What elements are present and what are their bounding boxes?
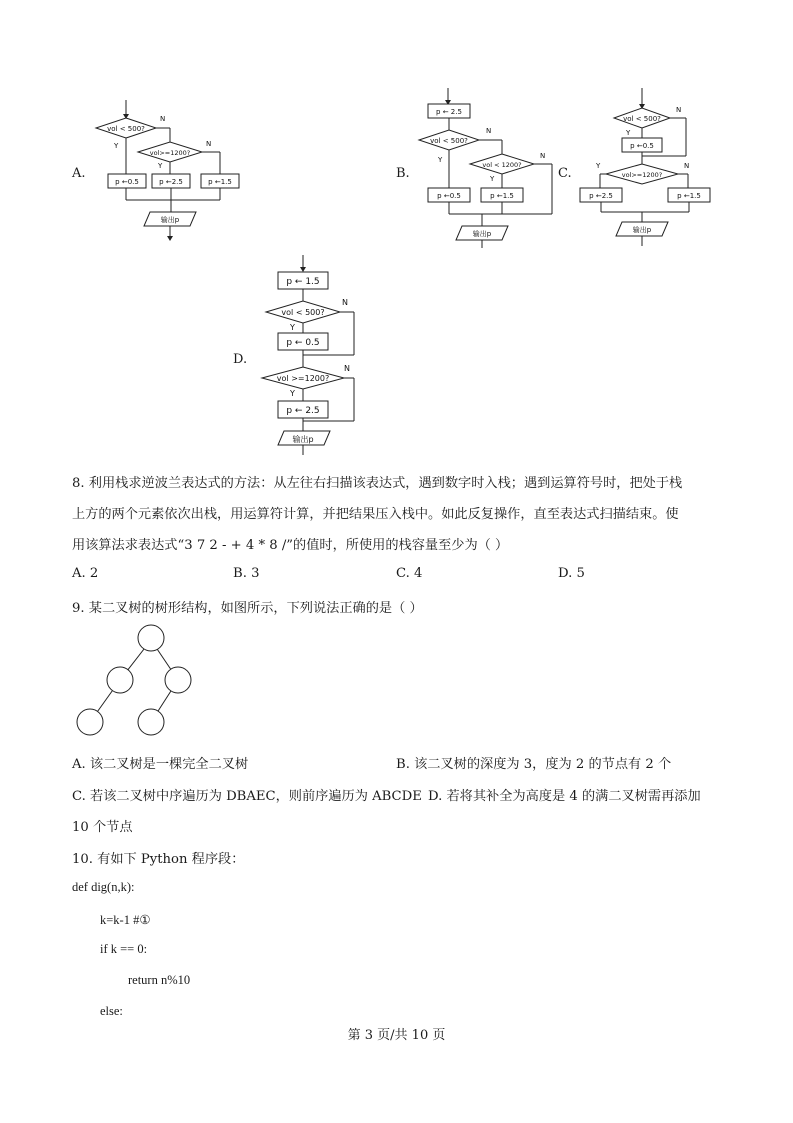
q10-stem: 10. 有如下 Python 程序段：	[72, 852, 245, 867]
svg-text:N: N	[160, 115, 166, 123]
flowchart-b-cond2: vol < 1200?	[482, 161, 522, 169]
flowchart-c-assign2: p ←1.5	[677, 192, 701, 200]
q9-option-d[interactable]: D. 若将其补全为高度是 4 的满二叉树需再添加	[428, 789, 701, 804]
flowchart-a-cond1: vol < 500?	[107, 125, 145, 133]
q9-option-b[interactable]: B. 该二叉树的深度为 3，度为 2 的节点有 2 个	[396, 757, 672, 772]
flowchart-d-output: 输出p	[292, 435, 314, 444]
tree-node	[165, 667, 191, 693]
flowchart-c-cond1: vol < 500?	[623, 115, 661, 123]
q8-option-d[interactable]: D. 5	[558, 566, 585, 581]
flowchart-b-init: p ← 2.5	[436, 108, 462, 116]
code-line-else: else:	[100, 1004, 123, 1018]
flowchart-c	[576, 88, 726, 248]
svg-text:N: N	[344, 364, 350, 373]
flowchart-a-assign2: p ←2.5	[159, 178, 183, 186]
binary-tree-diagram	[74, 622, 204, 742]
q8-option-c[interactable]: C. 4	[396, 566, 423, 581]
page-footer: 第 3 页/共 10 页	[347, 1028, 446, 1043]
flowchart-c-assign1: p ←2.5	[589, 192, 613, 200]
svg-text:N: N	[206, 140, 212, 148]
flowchart-c-cond2: vol>=1200?	[621, 171, 663, 179]
svg-text:Y: Y	[438, 156, 443, 164]
code-line-return: return n%10	[128, 973, 191, 987]
flowchart-b-cond1: vol < 500?	[430, 137, 468, 145]
flowchart-c-output: 输出p	[632, 226, 652, 234]
option-c-label: C.	[558, 166, 572, 181]
flowchart-a-assign1: p ←0.5	[115, 178, 139, 186]
q8-text-line3: 用该算法求表达式“3 7 2 - + 4 * 8 /”的值时，所使用的栈容量至少为（ ）	[72, 538, 509, 553]
flowchart-d-cond2: vol >=1200?	[276, 374, 330, 383]
q8-text-line2: 上方的两个元素依次出栈，用运算符计算，并把结果压入栈中。如此反复操作，直至表达式扫描结束。使	[72, 507, 679, 522]
svg-text:Y: Y	[490, 175, 495, 183]
flowchart-a-assign3: p ←1.5	[208, 178, 232, 186]
flowchart-d	[262, 255, 372, 455]
flowchart-b-assign2: p ←1.5	[490, 192, 514, 200]
flowchart-a	[88, 98, 268, 248]
q9-stem: 9. 某二叉树的树形结构，如图所示，下列说法正确的是（ ）	[72, 601, 423, 616]
svg-text:N: N	[342, 298, 348, 307]
flowchart-b-assign1: p ←0.5	[437, 192, 461, 200]
svg-text:N: N	[486, 127, 492, 135]
q8-option-b[interactable]: B. 3	[233, 566, 260, 581]
svg-text:N: N	[676, 106, 682, 114]
option-d-label: D.	[233, 352, 248, 367]
option-a-label: A.	[72, 166, 86, 181]
tree-node	[107, 667, 133, 693]
svg-text:Y: Y	[596, 162, 601, 170]
flowchart-d-assign2: p ← 2.5	[286, 406, 320, 416]
flowchart-d-cond1: vol < 500?	[281, 308, 325, 317]
svg-text:Y: Y	[290, 323, 295, 332]
q8-text-line1: 8. 利用栈求逆波兰表达式的方法：从左往右扫描该表达式，遇到数字时入栈；遇到运算符号时，把处于栈	[72, 476, 683, 491]
flowchart-b-output: 输出p	[472, 230, 492, 238]
flowchart-c-assign0: p ←0.5	[630, 142, 654, 150]
q9-option-c[interactable]: C. 若该二叉树中序遍历为 DBAEC，则前序遍历为 ABCDE	[72, 789, 422, 804]
tree-node-root	[138, 625, 164, 651]
tree-node	[138, 709, 164, 735]
code-line-def: def dig(n,k):	[72, 880, 135, 894]
svg-text:Y: Y	[290, 389, 295, 398]
svg-text:Y: Y	[626, 129, 631, 137]
flowchart-a-cond2: vol>=1200?	[149, 149, 191, 157]
svg-text:N: N	[684, 162, 690, 170]
flowchart-a-output: 输出p	[160, 216, 180, 224]
q9-option-a[interactable]: A. 该二叉树是一棵完全二叉树	[72, 757, 249, 772]
q8-option-a[interactable]: A. 2	[72, 566, 99, 581]
flowchart-d-assign1: p ← 0.5	[286, 338, 320, 348]
code-line-assign: k=k-1 #①	[100, 913, 151, 927]
svg-text:Y: Y	[114, 142, 119, 150]
svg-text:Y: Y	[158, 162, 163, 170]
option-b-label: B.	[396, 166, 410, 181]
flowchart-d-init: p ← 1.5	[286, 277, 320, 287]
svg-text:N: N	[540, 152, 546, 160]
flowchart-b	[412, 88, 572, 248]
code-line-if: if k == 0:	[100, 942, 148, 956]
tree-node	[77, 709, 103, 735]
q9-option-d-continued: 10 个节点	[72, 820, 133, 835]
